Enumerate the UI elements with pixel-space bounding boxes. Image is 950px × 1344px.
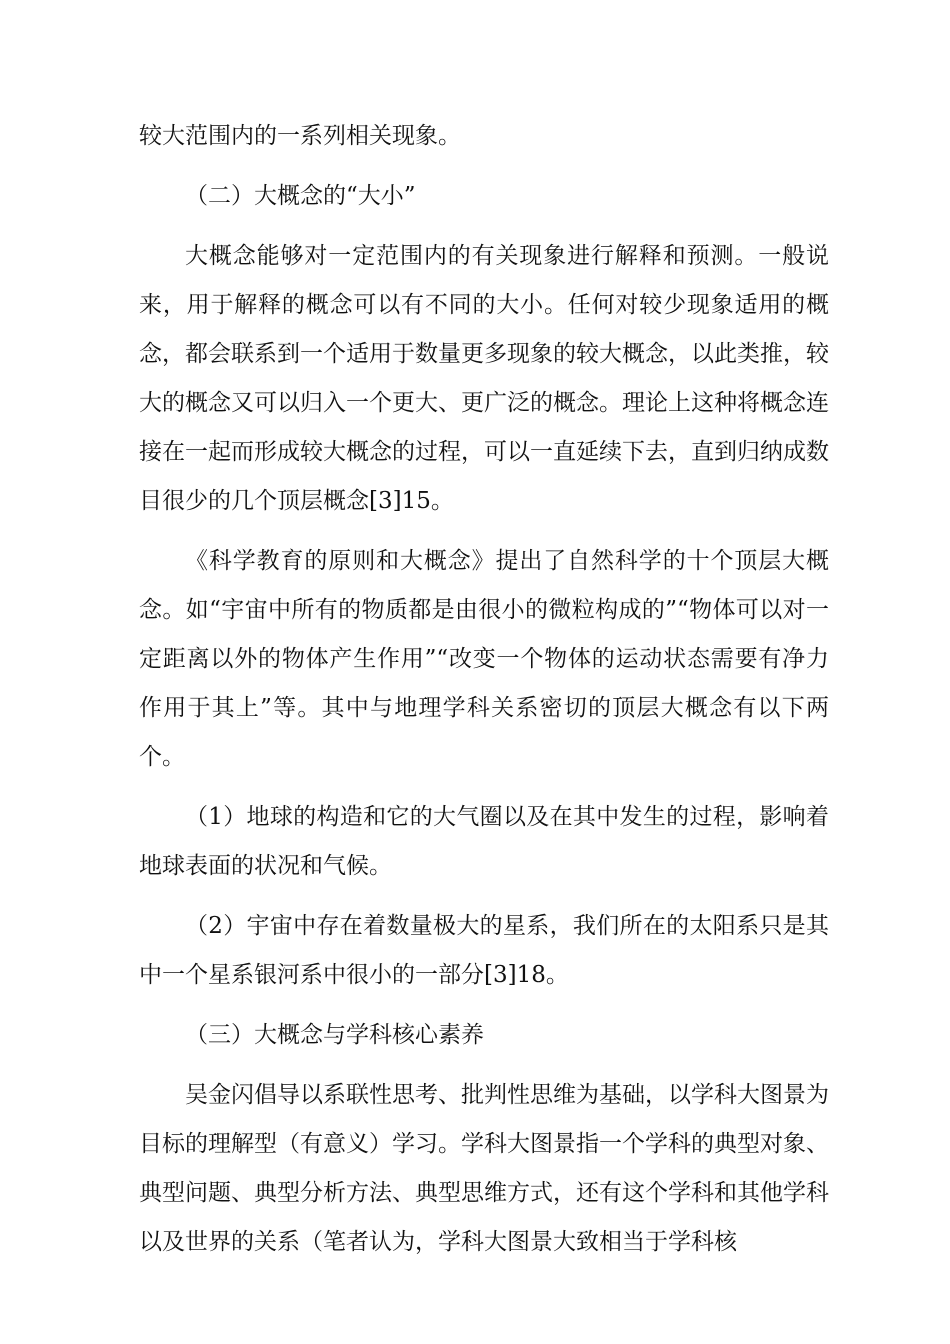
- paragraph-big-picture: 吴金闪倡导以系联性思考、批判性思维为基础，以学科大图景为目标的理解型（有意义）学习。学科大图景指一个学科的典型对象、典型问题、典型分析方法、典型思维方式，还有这个学科和其他学科以及世界的关系（笔者认为，学科大图景大致相当于学科核: [139, 1082, 829, 1255]
- paragraph-concept-size: 大概念能够对一定范围内的有关现象进行解释和预测。一般说来，用于解释的概念可以有不同的大小。任何对较少现象适用的概念，都会联系到一个适用于数量更多现象的较大概念，以此类推，较大的概念又可以归入一个更大、更广泛的概念。理论上这种将概念连接在一起而形成较大概念的过程，可以一直延续下去，直到归纳成数目很少的几个顶层概念[3]15。: [139, 243, 829, 514]
- section-heading-size: （二）大概念的“大小”: [185, 183, 416, 209]
- list-item-galaxies: （2）宇宙中存在着数量极大的星系，我们所在的太阳系只是其中一个星系银河系中很小的一部分[3]18。: [139, 913, 829, 988]
- list-item-earth-structure: （1）地球的构造和它的大气圈以及在其中发生的过程，影响着地球表面的状况和气候。: [139, 804, 829, 879]
- paragraph-continuation: 较大范围内的一系列相关现象。: [139, 123, 461, 149]
- document-page: [139, 112, 829, 1278]
- paragraph-ten-big-ideas: 《科学教育的原则和大概念》提出了自然科学的十个顶层大概念。如“宇宙中所有的物质都是由很小的微粒构成的”“物体可以对一定距离以外的物体产生作用”“改变一个物体的运动状态需要有净力作用于其上”等。其中与地理学科关系密切的顶层大概念有以下两个。: [139, 548, 829, 770]
- section-heading-core-literacy: （三）大概念与学科核心素养: [185, 1022, 484, 1048]
